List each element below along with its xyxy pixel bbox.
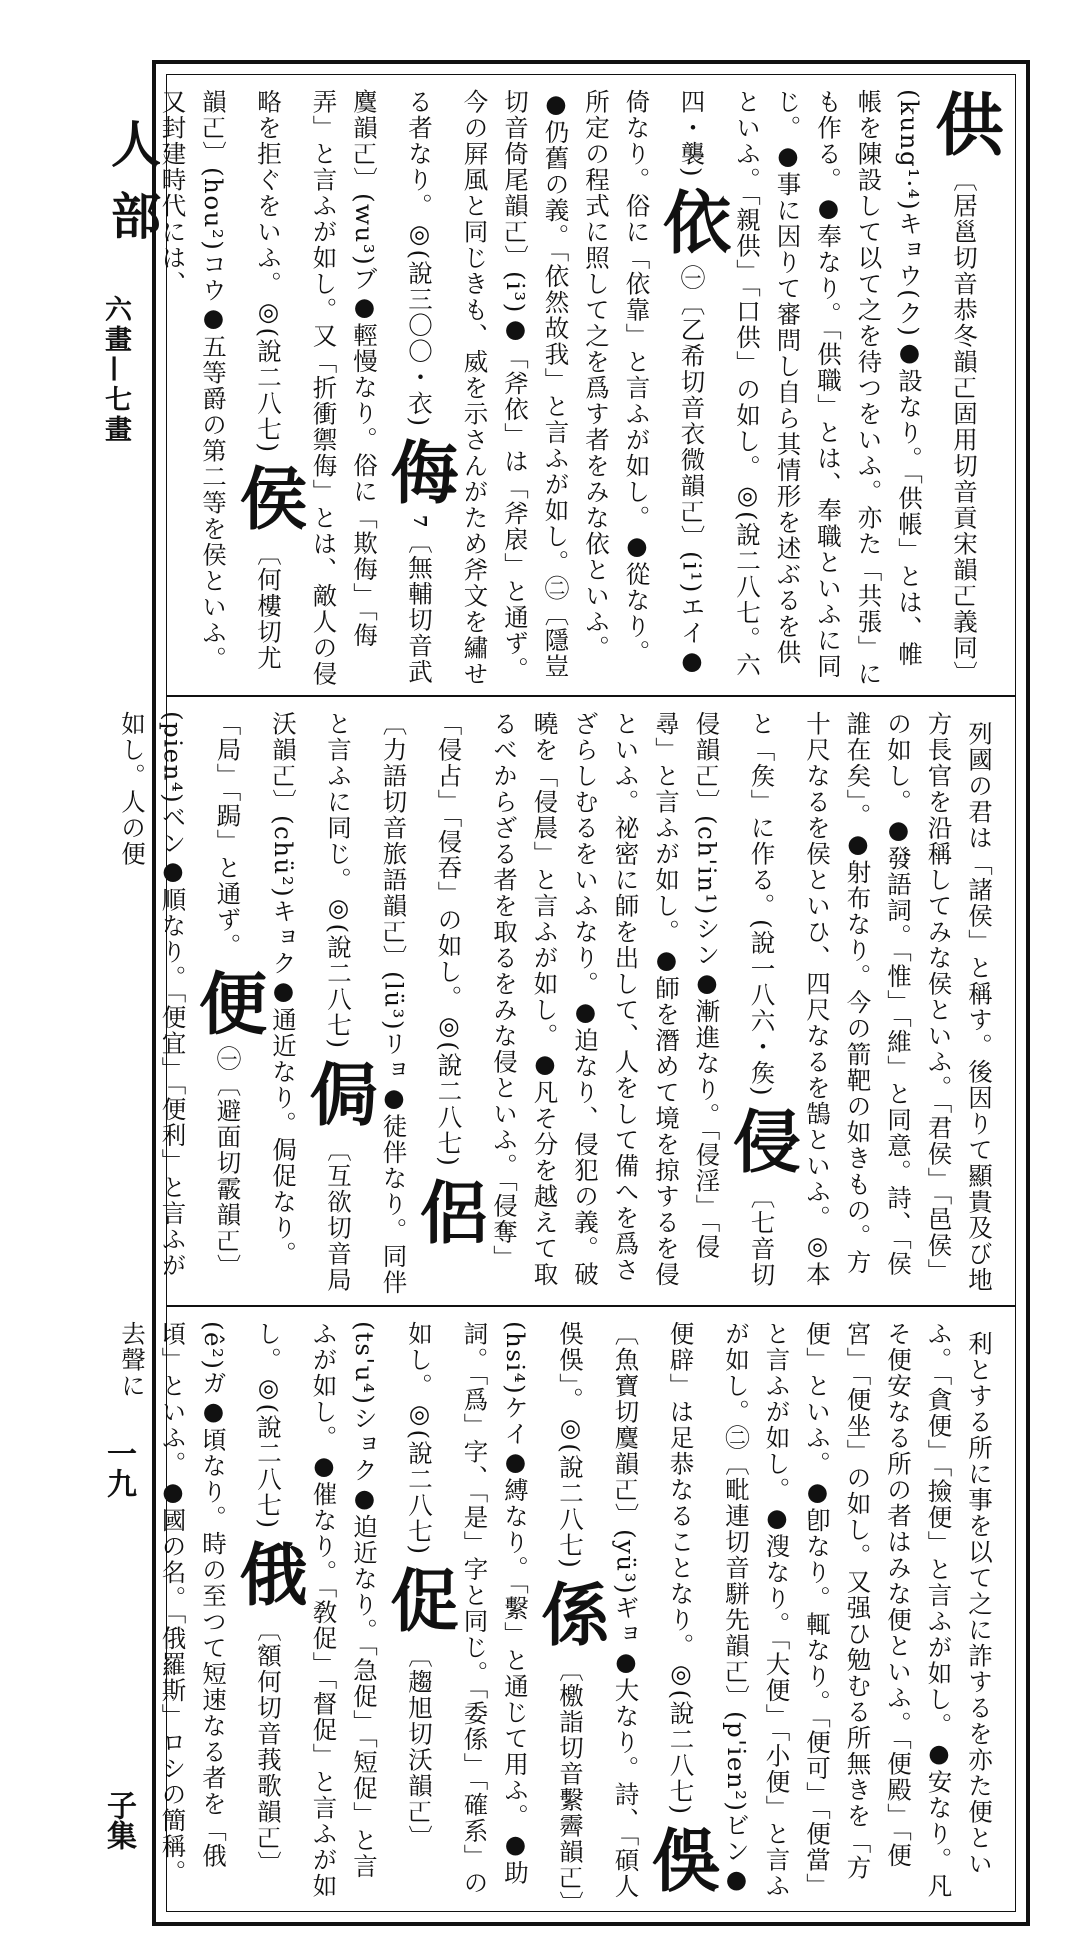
entry-definition: 〔魚寶切麌韻𠀀〕(yü³)ギョ●大なり。詩、「碩人俁俁」。◎(說二八七): [556, 1321, 641, 1900]
entry-definition: 〔力語切音旅語韻𠀀〕(lü³)リョ●徒伴なり。同伴と言ふに同じ。◎(說二八七): [324, 711, 409, 1296]
entry-definition: ㊀〔乙希切音衣微韻𠀀〕(i¹)エイ●倚なり。俗に「依靠」と言ふが如し。●從なり。所定の程式に照して之を爲す者をみな依といふ。●仍舊の義。「依然故我」と言ふが如し。㊁〔隱豈切音倚尾韻𠀀〕(i³)●「斧依」は「斧扆」と通ず。今の屛風と同じきも、威を示さんがため斧文を繡せる者なり。◎(說三〇〇・衣): [405, 89, 707, 687]
entry-headword: 係: [530, 1578, 610, 1647]
stroke-range-label: 六畫—七畫: [100, 295, 131, 445]
entry-headword: 依: [651, 187, 732, 256]
entry-definition: 利とする所に事を以て之に詐するを亦た便といふ。「貪便」「撿便」と言ふが如し。●安なり。凡そ便安なる所の者はみな便といふ。「便殿」「便宮」「便坐」の如し。又强ひ勉むる所無きを「方便」といふ。●卽なり。輒なり。「便可」「便當」と言ふが如し。●溲なり。「大便」「小便」と言ふが如し。㊁〔毗連切音駢先韻𠀀〕(p'ien²)ビン●便辟」は足恭なることなり。◎(說二八七): [666, 1321, 994, 1899]
entry-headword: 侷: [298, 1058, 378, 1127]
section-text: [118, 711, 999, 1299]
entry-definition: 列國の君は「諸侯」と稱す。後因りて顯貴及び地方長官を沿稱してみな侯といふ。「君侯」「邑侯」の如し。●發語詞。「惟」「維」と同意。詩、「侯誰在矣」。●射布なり。今の箭靶の如きもの。方十尺なるを侯といひ、四尺なるを鵠といふ。◎本と「矦」に作る。(說一八六・矦): [747, 711, 994, 1293]
entry-definition: 〔七音切侵韻𠀀〕(ch'in¹)シン●漸進なり。「侵淫」「侵尋」と言ふが如し。●師を潛めて境を掠するを侵といふ。祕密に師を出して、人をして備へを爲さざらしむるをいふなり。●迫なり、侵犯の義。破曉を「侵晨」と言ふが如し。●凡そ分を越えて取るべからざる者を取るをみな侵といふ。「侵奪」「侵占」「侵吞」の如し。◎(說二八七): [434, 711, 777, 1289]
entry-definition: ㊀〔避面切霰韻𠀀〕(pien⁴)ベン●順なり。「便宜」「便利」と言ふが如し。人の便: [118, 711, 243, 1281]
entry-definition: 〔額何切音莪歌韻𠀀〕(ê²)ガ●頃なり。時の至つて短速なる者を「俄頃」といふ。●國の名。「俄羅斯」ロシの簡稱。去聲に: [118, 1321, 283, 1886]
entry-definition: 〔檄詣切音繫霽韻𠀀〕(hsi⁴)ケイ●縛なり。「繫」と通じて用ふ。●助詞。「爲」字、「是」字と同じ。「委係」「確系」の如し。◎(說二八七): [405, 1321, 585, 1905]
entry: [748, 711, 995, 1293]
entry: [405, 89, 732, 687]
entry-headword: 俁: [640, 1824, 721, 1893]
entry-headword: 侮: [379, 436, 459, 505]
volume-label: 子集: [101, 1790, 136, 1850]
page-number: 一九: [101, 1438, 136, 1498]
entry: [667, 1321, 995, 1899]
entry: [677, 89, 1004, 687]
entry-definition: 〔趨旭切沃韻𠀀〕(ts'u⁴)ショク●迫近なり。「急促」「短促」と言ふが如し。●催なり。「敎促」「督促」と言ふが如し。◎(說二八七): [254, 1321, 434, 1899]
entry-definition: 〔無輔切音武麌韻𠀀〕(wu³)ブ●輕慢なり。俗に「欺侮」「侮弄」と言ふが如し。又「折衝禦侮」とは、敵人の侵略を拒ぐをいふ。◎(說二八七): [254, 89, 434, 687]
entry-headword: 俄: [228, 1538, 308, 1607]
radical-label: 人部: [103, 118, 162, 262]
entry-headword: 侵: [721, 1106, 802, 1175]
entry-headword: 侯: [228, 462, 308, 531]
entry-definition: 〔何樓切尤韻𠀀〕(hou²)コウ●五等爵の第二等を侯といふ。又封建時代には、: [158, 89, 283, 672]
section-text: [158, 89, 1004, 687]
entry-headword: 促: [379, 1564, 459, 1633]
entry-headword: 供: [924, 89, 1004, 157]
section-top: [158, 75, 1015, 695]
entry-definition: 〔互欲切音局沃韻𠀀〕(chü²)キョク●通近なり。侷促なり。「局」「跼」と通ず。: [213, 711, 353, 1293]
entry-headword: 侶: [408, 1176, 489, 1245]
section-middle: [118, 695, 1015, 1307]
entry-note: 7: [409, 514, 430, 529]
entry-headword: 便: [187, 968, 268, 1037]
entry-definition: 〔居邕切音恭冬韻𠀀固用切音貢宋韻𠀀義同〕(kung¹·⁴)キョウ(ク)●設なり。「供帳」とは、帷帳を陳設して以て之を待つをいふ。亦た「共張」にも作る。●奉なり。「供職」とは、奉職といふに同じ。●事に因りて審問し自ら其情形を述ぶるを供といふ。「親供」「口供」の如し。◎(說二八七。六四・襲): [677, 89, 979, 687]
